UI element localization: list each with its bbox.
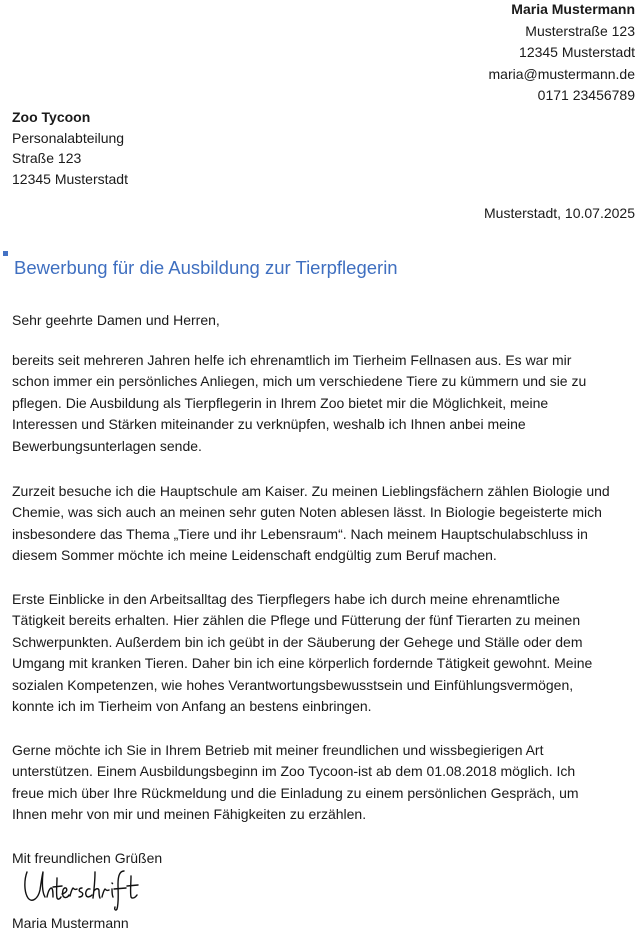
paragraph-line: Tätigkeit bereits erhalten. Hier zählen die Pflege und Fütterung der fünf Tierarten zu meinen <box>12 612 581 629</box>
paragraph-line: bereits seit mehreren Jahren helfe ich ehrenamtlich im Tierheim Fellnasen aus. Es war mir <box>12 352 572 368</box>
signed-name: Maria Mustermann <box>12 915 129 931</box>
paragraph-school <box>12 481 636 567</box>
recipient-city: 12345 Musterstadt <box>12 170 128 187</box>
paragraph-line: freue mich über Ihre Rückmeldung und die Einladung zu einem persönlichen Gespräch, um <box>12 784 579 801</box>
paragraph-line: schon immer ein persönliches Anliegen, mich um verschiedene Tiere zu kümmern und sie zu <box>12 373 587 390</box>
paragraph-line: insbesondere das Thema „Tiere und ihr Lebensraum“. Nach meinem Hauptschulabschluss in <box>12 525 588 542</box>
paragraph-line: Zurzeit besuche ich die Hauptschule am Kaiser. Zu meinen Lieblingsfächern zählen Biologie und <box>12 483 610 499</box>
paragraph-line: Erste Einblicke in den Arbeitsalltag des Tierpflegers habe ich durch meine ehrenamtliche <box>12 591 560 607</box>
sender-name: Maria Mustermann <box>511 1 635 17</box>
paragraph-line: Ihnen mehr von mir und meinen Fähigkeiten zu erzählen. <box>12 806 367 823</box>
paragraph-line: Gerne möchte ich Sie in Ihrem Betrieb mit meiner freundlichen und wissbegierigen Art <box>12 742 544 758</box>
sender-street: Musterstraße 123 <box>525 22 635 39</box>
paragraph-line: konnte ich im Tierheim von Anfang an bestens einbringen. <box>12 698 372 715</box>
paragraph-line: unterstützen. Einem Ausbildungsbeginn im Zoo Tycoon-ist ab dem 01.08.2018 möglich. Ich <box>12 763 576 780</box>
recipient-street: Straße 123 <box>12 150 82 166</box>
paragraph-experience <box>12 589 636 717</box>
paragraph-line: diesem Sommer möchte ich meine Leidenschaft endgültig zum Beruf machen. <box>12 547 497 564</box>
handwritten-signature <box>20 866 150 912</box>
sender-block <box>489 0 636 107</box>
recipient-department: Personalabteilung <box>12 129 125 146</box>
paragraph-line: Umgang mit kranken Tieren. Daher bin ich eine körperlich fordernde Tätigkeit gewohnt. Meine <box>12 655 593 672</box>
salutation: Sehr geehrte Damen und Herren, <box>12 312 220 328</box>
sender-city: 12345 Musterstadt <box>519 44 635 60</box>
recipient-company: Zoo Tycoon <box>12 109 91 125</box>
paragraph-line: Interessen und Stärken miteinander zu verknüpfen, weshalb ich Ihnen anbei meine <box>12 416 526 433</box>
closing-formula: Mit freundlichen Grüßen <box>12 850 163 866</box>
paragraph-line: Chemie, was sich auch an meinen sehr guten Noten ablesen lässt. In Biologie begeisterte mich <box>12 504 602 521</box>
paragraph-line: Bewerbungsunterlagen sende. <box>12 437 202 454</box>
sender-phone: 0171 23456789 <box>537 87 635 103</box>
date-line: Musterstadt, 10.07.2025 <box>484 205 635 221</box>
paragraph-line: sozialen Kompetenzen, wie hohes Verantwortungsbewusstsein und Einfühlungsvermögen, <box>12 676 574 693</box>
paragraph-closing <box>12 740 636 826</box>
paragraph-line: Schwerpunkten. Außerdem bin ich geübt in der Säuberung der Gehege und Ställe oder dem <box>12 633 583 650</box>
recipient-block <box>12 107 128 189</box>
sender-email: maria@mustermann.de <box>488 65 635 82</box>
subject-heading: Bewerbung für die Ausbildung zur Tierpflegerin <box>14 257 398 278</box>
paragraph-line: pflegen. Die Ausbildung als Tierpflegerin in Ihrem Zoo bietet mir die Möglichkeit, meine <box>12 394 549 411</box>
subject-marker <box>3 251 8 256</box>
paragraph-motivation <box>12 350 636 457</box>
